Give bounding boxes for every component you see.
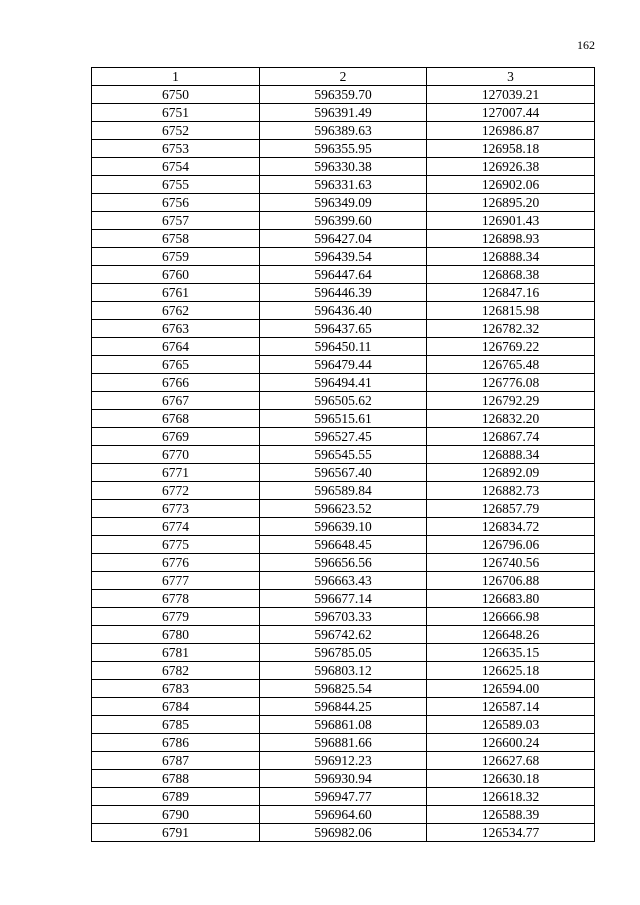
x-coordinate-cell: 596527.45: [260, 428, 427, 446]
x-coordinate-cell: 596803.12: [260, 662, 427, 680]
table-body: [92, 86, 595, 842]
table-header: [92, 68, 595, 86]
y-coordinate-cell: 127007.44: [427, 104, 595, 122]
point-number-cell: 6757: [92, 212, 260, 230]
y-coordinate-cell: 126888.34: [427, 248, 595, 266]
point-number-cell: 6770: [92, 446, 260, 464]
point-number-cell: 6777: [92, 572, 260, 590]
point-number-cell: 6774: [92, 518, 260, 536]
point-number-cell: 6758: [92, 230, 260, 248]
point-number-cell: 6786: [92, 734, 260, 752]
x-coordinate-cell: 596639.10: [260, 518, 427, 536]
y-coordinate-cell: 126782.32: [427, 320, 595, 338]
x-coordinate-cell: 596391.49: [260, 104, 427, 122]
x-coordinate-cell: 596648.45: [260, 536, 427, 554]
point-number-cell: 6789: [92, 788, 260, 806]
y-coordinate-cell: 126895.20: [427, 194, 595, 212]
x-coordinate-cell: 596947.77: [260, 788, 427, 806]
table-row: [92, 572, 595, 590]
table-row: [92, 104, 595, 122]
x-coordinate-cell: 596964.60: [260, 806, 427, 824]
y-coordinate-cell: 126683.80: [427, 590, 595, 608]
point-number-cell: 6753: [92, 140, 260, 158]
coordinates-table: [91, 67, 595, 842]
point-number-cell: 6778: [92, 590, 260, 608]
x-coordinate-cell: 596450.11: [260, 338, 427, 356]
table-row: [92, 248, 595, 266]
point-number-cell: 6759: [92, 248, 260, 266]
point-number-cell: 6782: [92, 662, 260, 680]
point-number-cell: 6765: [92, 356, 260, 374]
table-row: [92, 770, 595, 788]
table-row: [92, 626, 595, 644]
table-row: [92, 284, 595, 302]
point-number-cell: 6790: [92, 806, 260, 824]
point-number-cell: 6769: [92, 428, 260, 446]
x-coordinate-cell: 596436.40: [260, 302, 427, 320]
x-coordinate-cell: 596399.60: [260, 212, 427, 230]
x-coordinate-cell: 596505.62: [260, 392, 427, 410]
point-number-cell: 6762: [92, 302, 260, 320]
table-row: [92, 374, 595, 392]
table-row: [92, 680, 595, 698]
table-row: [92, 356, 595, 374]
point-number-cell: 6787: [92, 752, 260, 770]
x-coordinate-cell: 596656.56: [260, 554, 427, 572]
table-row: [92, 302, 595, 320]
table-row: [92, 194, 595, 212]
point-number-cell: 6760: [92, 266, 260, 284]
y-coordinate-cell: 126635.15: [427, 644, 595, 662]
table-row: [92, 590, 595, 608]
y-coordinate-cell: 126625.18: [427, 662, 595, 680]
table-row: [92, 788, 595, 806]
y-coordinate-cell: 126740.56: [427, 554, 595, 572]
table-row: [92, 338, 595, 356]
page-number: 162: [577, 38, 595, 52]
y-coordinate-cell: 126534.77: [427, 824, 595, 842]
table-row: [92, 500, 595, 518]
x-coordinate-cell: 596912.23: [260, 752, 427, 770]
y-coordinate-cell: 126892.09: [427, 464, 595, 482]
table-row: [92, 716, 595, 734]
table-row: [92, 392, 595, 410]
y-coordinate-cell: 126857.79: [427, 500, 595, 518]
point-number-cell: 6768: [92, 410, 260, 428]
point-number-cell: 6755: [92, 176, 260, 194]
y-coordinate-cell: 126888.34: [427, 446, 595, 464]
x-coordinate-cell: 596446.39: [260, 284, 427, 302]
y-coordinate-cell: 126815.98: [427, 302, 595, 320]
table-row: [92, 554, 595, 572]
point-number-cell: 6783: [92, 680, 260, 698]
x-coordinate-cell: 596881.66: [260, 734, 427, 752]
point-number-cell: 6754: [92, 158, 260, 176]
point-number-cell: 6771: [92, 464, 260, 482]
y-coordinate-cell: 126834.72: [427, 518, 595, 536]
x-coordinate-cell: 596439.54: [260, 248, 427, 266]
point-number-cell: 6780: [92, 626, 260, 644]
table-row: [92, 644, 595, 662]
table-row: [92, 734, 595, 752]
column-header-2: 2: [260, 68, 427, 86]
table-row: [92, 410, 595, 428]
y-coordinate-cell: 126769.22: [427, 338, 595, 356]
y-coordinate-cell: 126648.26: [427, 626, 595, 644]
x-coordinate-cell: 596982.06: [260, 824, 427, 842]
y-coordinate-cell: 126792.29: [427, 392, 595, 410]
column-header-1: 1: [92, 68, 260, 86]
table-row: [92, 176, 595, 194]
table-row: [92, 230, 595, 248]
point-number-cell: 6775: [92, 536, 260, 554]
x-coordinate-cell: 596844.25: [260, 698, 427, 716]
table-row: [92, 698, 595, 716]
y-coordinate-cell: 126600.24: [427, 734, 595, 752]
point-number-cell: 6776: [92, 554, 260, 572]
point-number-cell: 6784: [92, 698, 260, 716]
x-coordinate-cell: 596742.62: [260, 626, 427, 644]
table-row: [92, 482, 595, 500]
table-row: [92, 266, 595, 284]
x-coordinate-cell: 596389.63: [260, 122, 427, 140]
y-coordinate-cell: 126882.73: [427, 482, 595, 500]
x-coordinate-cell: 596861.08: [260, 716, 427, 734]
y-coordinate-cell: 126902.06: [427, 176, 595, 194]
y-coordinate-cell: 126589.03: [427, 716, 595, 734]
point-number-cell: 6785: [92, 716, 260, 734]
x-coordinate-cell: 596331.63: [260, 176, 427, 194]
table-row: [92, 536, 595, 554]
table-row: [92, 608, 595, 626]
table-row: [92, 464, 595, 482]
x-coordinate-cell: 596427.04: [260, 230, 427, 248]
y-coordinate-cell: 126847.16: [427, 284, 595, 302]
y-coordinate-cell: 126666.98: [427, 608, 595, 626]
point-number-cell: 6750: [92, 86, 260, 104]
point-number-cell: 6766: [92, 374, 260, 392]
x-coordinate-cell: 596437.65: [260, 320, 427, 338]
table-row: [92, 806, 595, 824]
point-number-cell: 6761: [92, 284, 260, 302]
y-coordinate-cell: 126986.87: [427, 122, 595, 140]
y-coordinate-cell: 127039.21: [427, 86, 595, 104]
point-number-cell: 6779: [92, 608, 260, 626]
y-coordinate-cell: 126867.74: [427, 428, 595, 446]
point-number-cell: 6791: [92, 824, 260, 842]
y-coordinate-cell: 126630.18: [427, 770, 595, 788]
table-row: [92, 86, 595, 104]
x-coordinate-cell: 596663.43: [260, 572, 427, 590]
y-coordinate-cell: 126901.43: [427, 212, 595, 230]
x-coordinate-cell: 596479.44: [260, 356, 427, 374]
y-coordinate-cell: 126627.68: [427, 752, 595, 770]
table-row: [92, 824, 595, 842]
y-coordinate-cell: 126898.93: [427, 230, 595, 248]
column-header-3: 3: [427, 68, 595, 86]
table-row: [92, 752, 595, 770]
table-row: [92, 662, 595, 680]
point-number-cell: 6781: [92, 644, 260, 662]
x-coordinate-cell: 596703.33: [260, 608, 427, 626]
point-number-cell: 6772: [92, 482, 260, 500]
header-row: [92, 68, 595, 86]
x-coordinate-cell: 596515.61: [260, 410, 427, 428]
y-coordinate-cell: 126926.38: [427, 158, 595, 176]
x-coordinate-cell: 596494.41: [260, 374, 427, 392]
x-coordinate-cell: 596567.40: [260, 464, 427, 482]
x-coordinate-cell: 596825.54: [260, 680, 427, 698]
point-number-cell: 6751: [92, 104, 260, 122]
y-coordinate-cell: 126958.18: [427, 140, 595, 158]
table-row: [92, 122, 595, 140]
y-coordinate-cell: 126868.38: [427, 266, 595, 284]
x-coordinate-cell: 596589.84: [260, 482, 427, 500]
point-number-cell: 6773: [92, 500, 260, 518]
point-number-cell: 6756: [92, 194, 260, 212]
table-row: [92, 320, 595, 338]
point-number-cell: 6764: [92, 338, 260, 356]
y-coordinate-cell: 126832.20: [427, 410, 595, 428]
table-row: [92, 446, 595, 464]
y-coordinate-cell: 126618.32: [427, 788, 595, 806]
y-coordinate-cell: 126587.14: [427, 698, 595, 716]
y-coordinate-cell: 126594.00: [427, 680, 595, 698]
point-number-cell: 6752: [92, 122, 260, 140]
x-coordinate-cell: 596623.52: [260, 500, 427, 518]
point-number-cell: 6763: [92, 320, 260, 338]
x-coordinate-cell: 596930.94: [260, 770, 427, 788]
point-number-cell: 6788: [92, 770, 260, 788]
y-coordinate-cell: 126796.06: [427, 536, 595, 554]
y-coordinate-cell: 126706.88: [427, 572, 595, 590]
point-number-cell: 6767: [92, 392, 260, 410]
y-coordinate-cell: 126776.08: [427, 374, 595, 392]
table-row: [92, 518, 595, 536]
x-coordinate-cell: 596355.95: [260, 140, 427, 158]
x-coordinate-cell: 596447.64: [260, 266, 427, 284]
table-row: [92, 140, 595, 158]
table-row: [92, 428, 595, 446]
x-coordinate-cell: 596785.05: [260, 644, 427, 662]
x-coordinate-cell: 596349.09: [260, 194, 427, 212]
x-coordinate-cell: 596359.70: [260, 86, 427, 104]
table-row: [92, 212, 595, 230]
x-coordinate-cell: 596677.14: [260, 590, 427, 608]
y-coordinate-cell: 126588.39: [427, 806, 595, 824]
x-coordinate-cell: 596330.38: [260, 158, 427, 176]
table-row: [92, 158, 595, 176]
x-coordinate-cell: 596545.55: [260, 446, 427, 464]
y-coordinate-cell: 126765.48: [427, 356, 595, 374]
